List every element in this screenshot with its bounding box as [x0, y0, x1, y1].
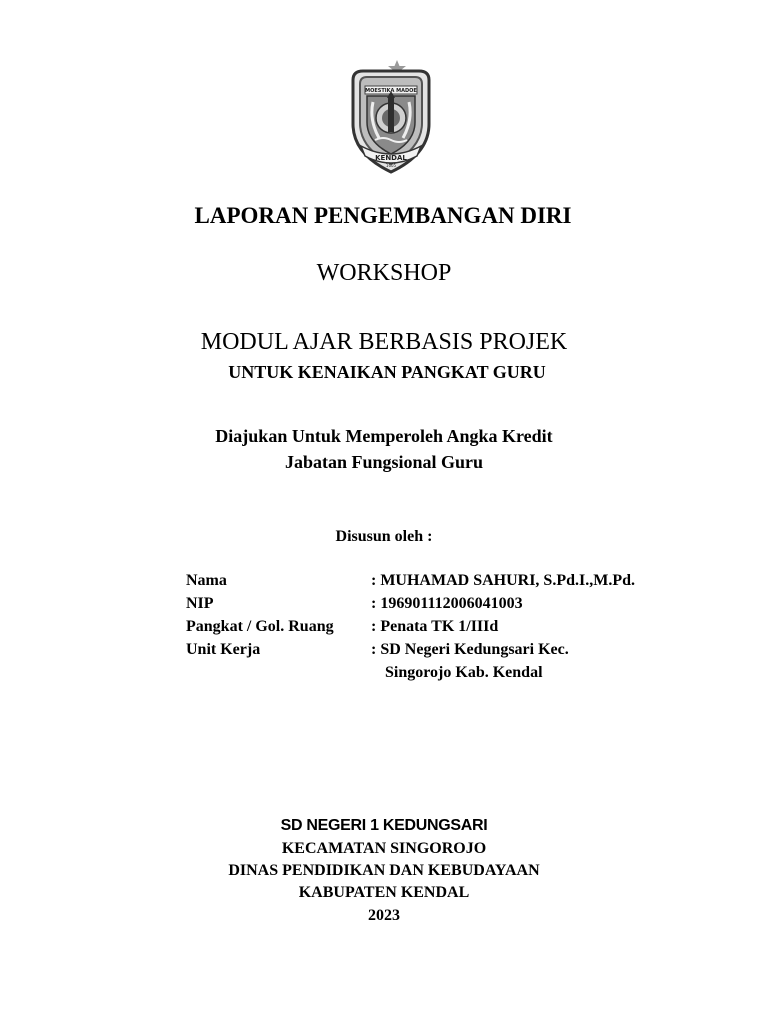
activity-title: WORKSHOP — [316, 260, 452, 286]
emblem-year-text: 1605 — [385, 163, 397, 168]
submission-line-1: Diajukan Untuk Memperoleh Angka Kredit — [215, 426, 553, 446]
report-title: LAPORAN PENGEMBANGAN DIRI — [194, 203, 572, 228]
emblem-region-text: KENDAL — [375, 154, 407, 162]
author-label: Nama — [186, 572, 227, 589]
regency-name: KABUPATEN KENDAL — [298, 884, 470, 901]
purpose-subtitle: UNTUK KENAIKAN PANGKAT GURU — [228, 362, 546, 382]
topic-title: MODUL AJAR BERBASIS PROJEK — [200, 329, 568, 355]
office-name: DINAS PENDIDIKAN DAN KEBUDAYAAN — [228, 862, 540, 879]
school-name: SD NEGERI 1 KEDUNGSARI — [280, 817, 488, 834]
document-year: 2023 — [368, 907, 400, 924]
author-label: Unit Kerja — [186, 641, 261, 658]
author-value: : Penata TK 1/IIId — [371, 618, 499, 635]
kendal-emblem-icon — [343, 58, 439, 176]
author-label: NIP — [186, 595, 214, 612]
author-value: : 196901112006041003 — [371, 595, 523, 612]
emblem-motto-text: MOESTIKA MADOE — [365, 88, 417, 94]
author-value: : SD Negeri Kedungsari Kec. — [371, 641, 569, 658]
author-heading: Disusun oleh : — [335, 528, 433, 545]
author-unit-continuation: Singorojo Kab. Kendal — [385, 664, 543, 681]
emblem-tower — [388, 98, 394, 132]
submission-line-2: Jabatan Fungsional Guru — [284, 452, 484, 472]
author-value: : MUHAMAD SAHURI, S.Pd.I.,M.Pd. — [371, 572, 635, 589]
district-name: KECAMATAN SINGOROJO — [281, 840, 487, 857]
author-label: Pangkat / Gol. Ruang — [186, 618, 334, 635]
